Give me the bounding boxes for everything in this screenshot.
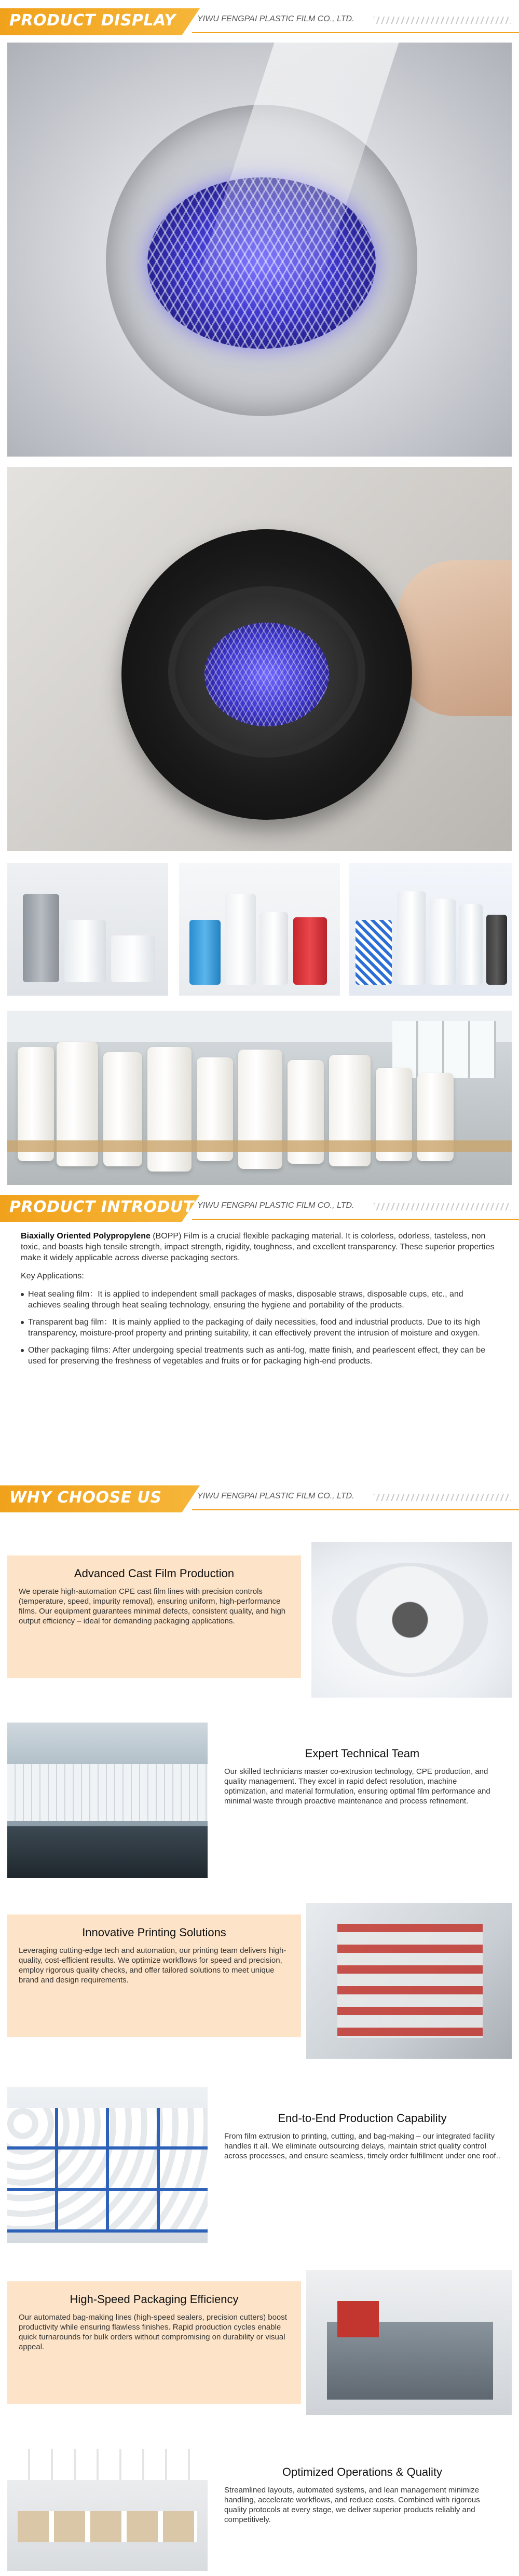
feature-photo-office (7, 2449, 208, 2571)
feature-photo-film-roll (311, 1542, 512, 1698)
company-name: YIWU FENGPAI PLASTIC FILM CO., LTD. (197, 1201, 354, 1210)
feature-title: Innovative Printing Solutions (82, 1926, 226, 1939)
product-photo-lens-barrel (7, 467, 512, 851)
film-roll (189, 920, 221, 985)
intro-lead-term: Biaxially Oriented Polypropylene (21, 1232, 151, 1241)
feature-title: High-Speed Packaging Efficiency (70, 2293, 239, 2306)
header-rule (192, 1219, 519, 1220)
printing-rollers (337, 1924, 483, 2038)
film-roll (430, 899, 456, 985)
feature-text: Streamlined layouts, automated systems, and lean management minimize handling, accelerate workflows, and reduce costs. Combined with rigorous quality protocols at every stage, we deliver superior products reliably and competitively. (224, 2486, 480, 2524)
storage-racks (7, 2108, 208, 2233)
feature-title: Advanced Cast Film Production (74, 1567, 235, 1580)
film-roll (356, 920, 392, 985)
feature-text: We operate high-automation CPE cast film lines with precision controls (temperature, speed, impurity removal), ensuring uniform, high-performance films. Our equipment guarantees minimal defects, consistent quality, and high output efficiency – ideal for demanding packaging applications. (19, 1587, 286, 1626)
ceiling-lights (7, 2449, 208, 2480)
section-header-intro (0, 1192, 519, 1225)
film-roll (260, 912, 288, 985)
intro-paragraph (21, 1231, 498, 1263)
film-roll (111, 935, 155, 982)
intro-lead-text: (BOPP) Film is a crucial flexible packaging material. It is colorless, odorless, tasteless, non toxic, and boasts high tensile strength, impact strength, rigidity, toughness, and excellent transparency. These superior properties make it widely applicable across diverse packaging sectors. (21, 1232, 495, 1262)
feature-card (213, 1735, 512, 1865)
section-title: PRODUCT DISPLAY (9, 11, 176, 30)
application-item: Transparent bag film：It is mainly applied to the packaging of daily necessities, food and industrial products. Due to its high transparency, moisture-proof property and printing suitability, it can effectively prevent the intrusion of moisture and oxygen. (21, 1317, 498, 1339)
machine-panel (337, 2301, 379, 2337)
feature-text: Our automated bag-making lines (high-speed sealers, precision cutters) boost productivity while ensuring flawless finishes. Rapid production cycles enable quick turnarounds for bulk orders without compromising on durability or visual appeal. (19, 2313, 287, 2351)
film-sheet (7, 1764, 208, 1821)
feature-card (7, 2281, 301, 2404)
film-roll (293, 917, 327, 985)
feature-text: Leveraging cutting-edge tech and automation, our printing team delivers high-quality, cost-efficient results. We optimize workflows for speed and precision, employ rigorous quality checks, and offer tailored solutions to meet unique brand and design requirements. (19, 1946, 286, 1985)
feature-card (7, 1914, 301, 2037)
film-roll (23, 894, 59, 982)
desks (18, 2511, 197, 2542)
hand (398, 560, 512, 716)
header-rule (192, 1509, 519, 1510)
film-roll (64, 920, 106, 982)
product-photo-rolls-color (179, 863, 340, 996)
film-roll (397, 891, 426, 985)
product-photo-rolls-grey (7, 863, 168, 996)
feature-card (213, 2100, 512, 2230)
company-name: YIWU FENGPAI PLASTIC FILM CO., LTD. (197, 15, 354, 23)
warehouse-photo (7, 1011, 512, 1185)
film-roll-end (332, 1563, 488, 1677)
feature-text: From film extrusion to printing, cutting, and bag-making – our integrated facility handles it all. We eliminate outsourcing delays, maintain strict quality control across processes, and ensure seamless, timely order fulfillment under one roof.. (224, 2132, 500, 2160)
feature-title: Expert Technical Team (305, 1747, 420, 1760)
application-item: Other packaging films: After undergoing special treatments such as anti-fog, matte finish, and pearlescent effect, they can be used for preserving the freshness of vegetables and fruits or for packaging high-end products. (21, 1345, 498, 1367)
feature-text: Our skilled technicians master co-extrusion technology, CPE production, and quality management. They excel in rapid defect resolution, machine optimization, and material formulation, ensuring optimal film performance and minimal waste through proactive maintenance and process refinement. (224, 1767, 490, 1806)
company-name: YIWU FENGPAI PLASTIC FILM CO., LTD. (197, 1492, 354, 1500)
key-applications-heading: Key Applications: (21, 1272, 84, 1280)
feature-card (7, 1555, 301, 1678)
feature-photo-printing-machine (306, 1903, 512, 2059)
machine-base (7, 1826, 208, 1878)
product-introduction (21, 1231, 498, 1373)
feature-photo-warehouse-racks (7, 2087, 208, 2243)
film-roll-stack (147, 1047, 192, 1172)
header-dash-decoration (374, 1494, 511, 1501)
film-roll (459, 904, 483, 985)
product-photo-rolls-printed (349, 863, 512, 996)
header-rule (192, 32, 519, 33)
feature-title: End-to-End Production Capability (278, 2112, 447, 2125)
feature-card (213, 2454, 512, 2571)
film-roll (486, 915, 507, 985)
feature-title: Optimized Operations & Quality (282, 2465, 443, 2478)
header-dash-decoration (374, 1203, 511, 1210)
header-dash-decoration (374, 17, 511, 24)
application-item: Heat sealing film：It is applied to independent small packages of masks, disposable straws, disposable cups, etc., and achieves sealing through heat sealing technology, ensuring the hygiene and portability of the products. (21, 1289, 498, 1311)
applications-list (21, 1289, 498, 1367)
product-photo-lens-closeup (7, 43, 512, 457)
lens-film-texture (204, 623, 329, 726)
section-header-why (0, 1482, 519, 1516)
section-title: PRODUCT INTRODUTION (9, 1198, 227, 1216)
feature-photo-bag-making-line (306, 2270, 512, 2415)
section-title: WHY CHOOSE US (9, 1489, 162, 1507)
feature-photo-technician (7, 1723, 208, 1878)
film-roll (225, 894, 256, 985)
pallet-band (7, 1140, 512, 1152)
section-header-display (0, 5, 519, 38)
